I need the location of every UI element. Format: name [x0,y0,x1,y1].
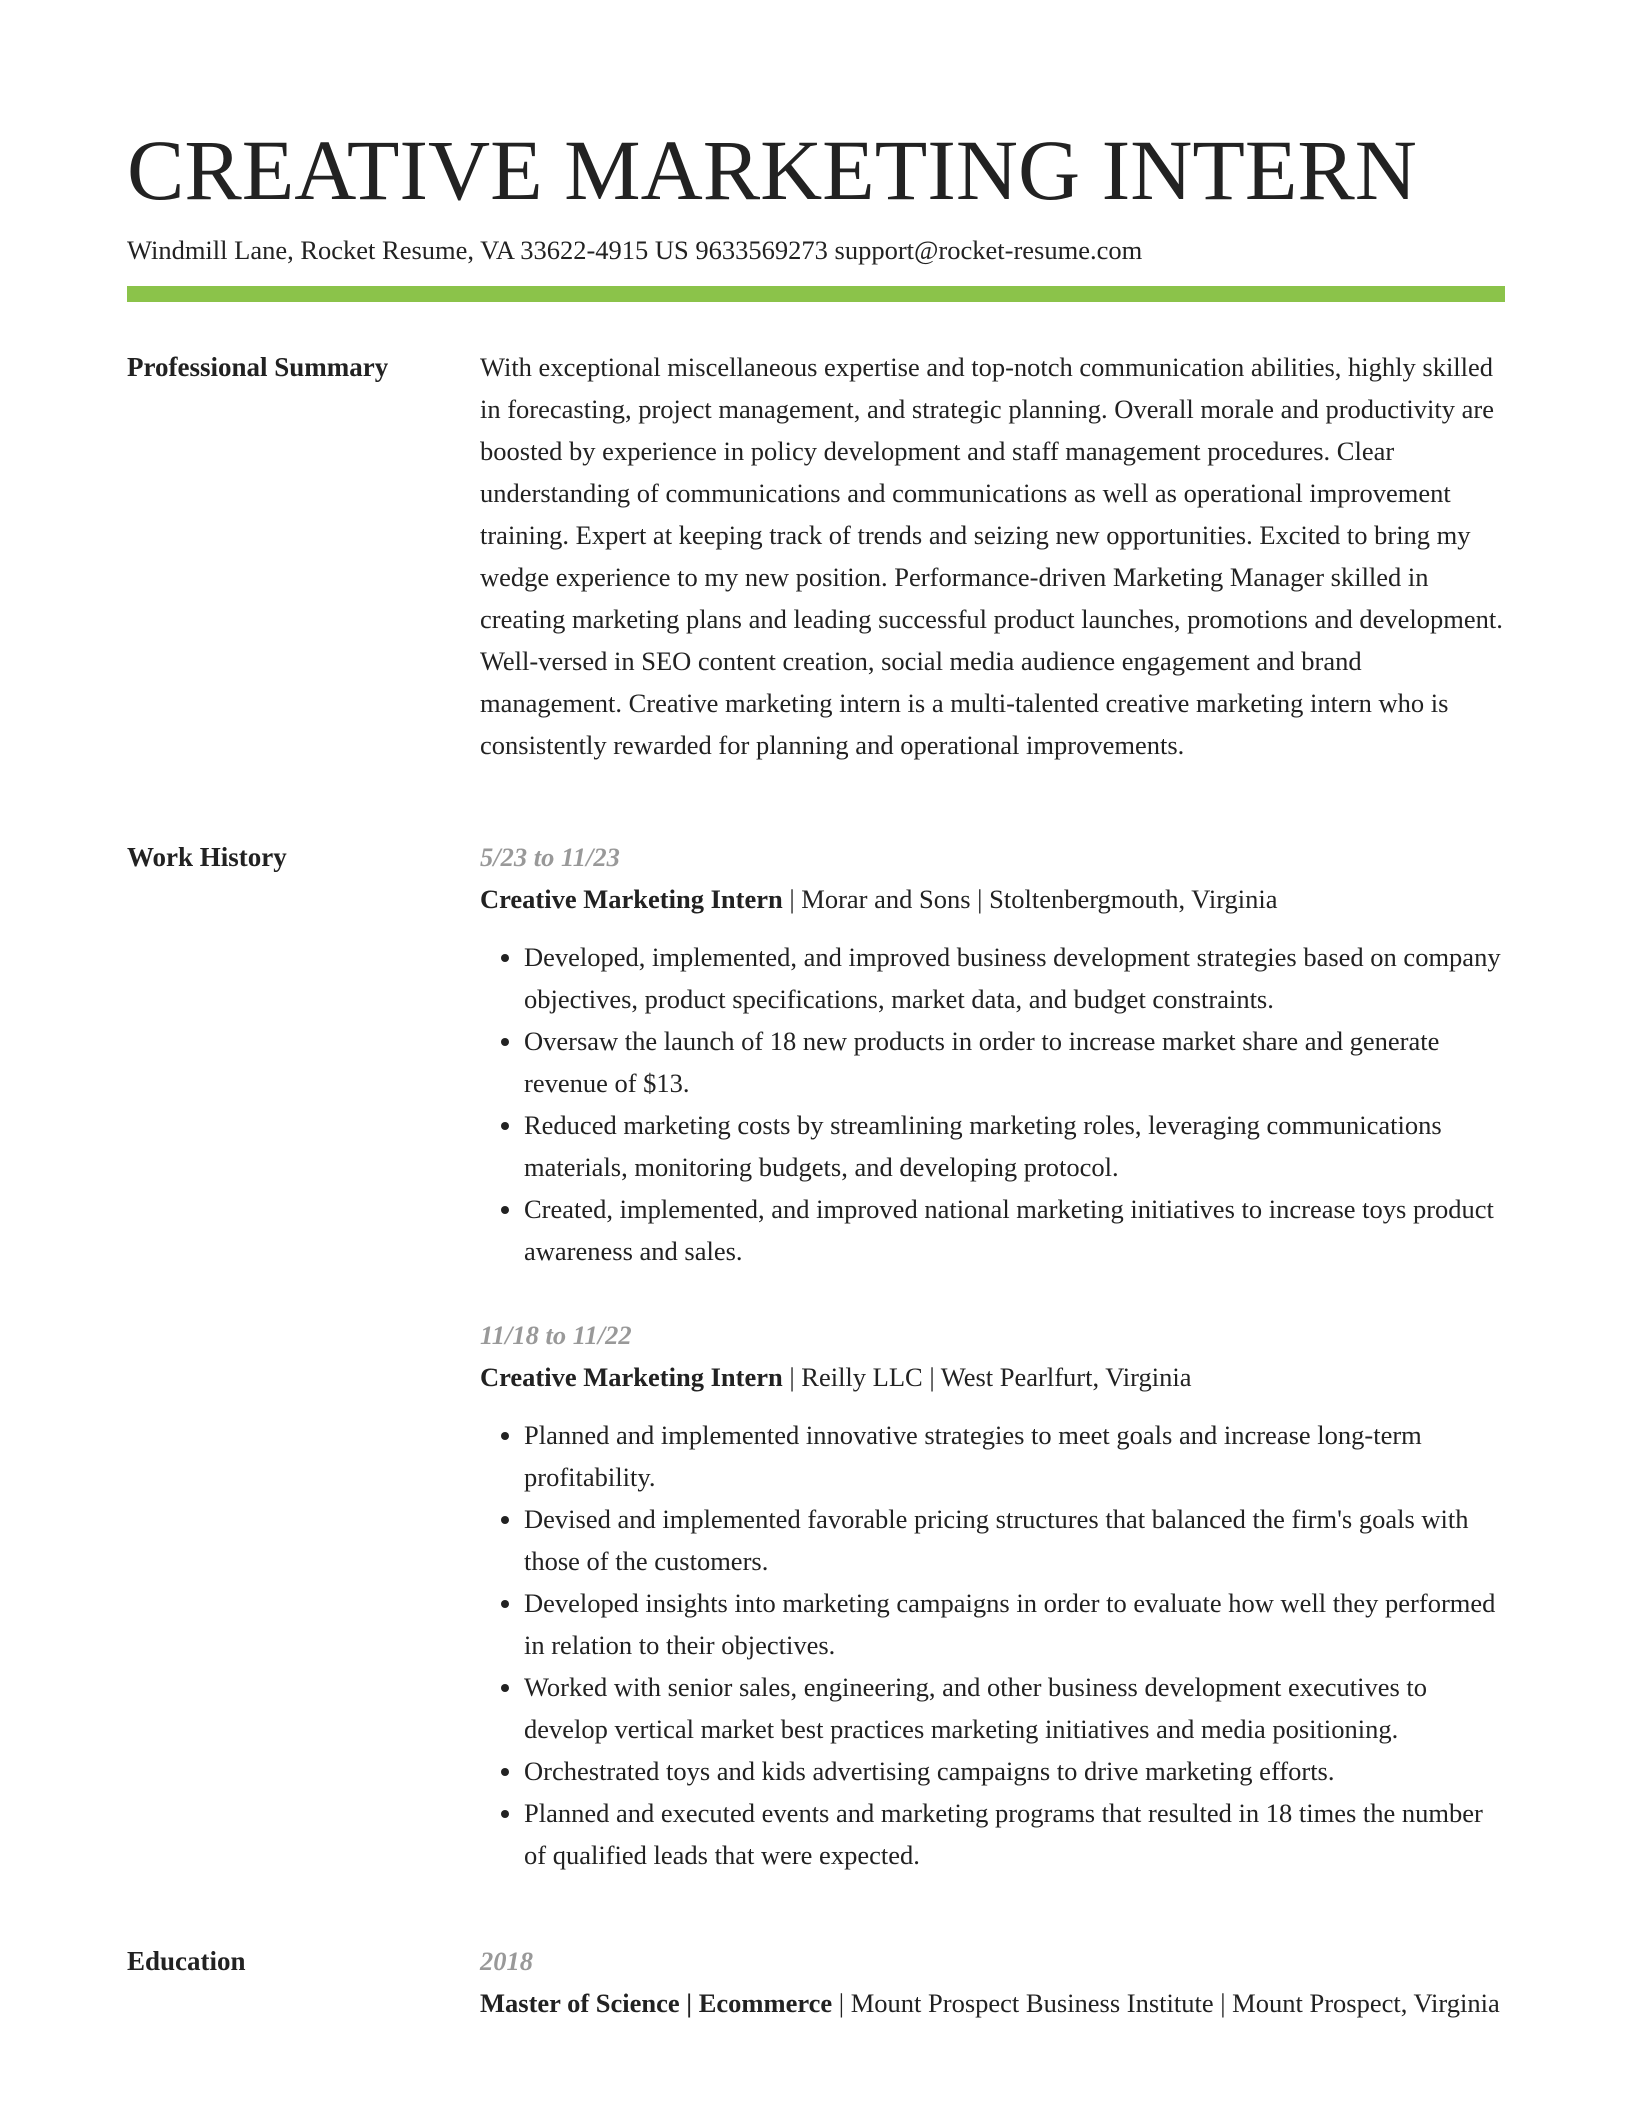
summary-body [480,346,1505,766]
header-divider [127,286,1505,302]
job-bullet: • Planned and implemented innovative strategies to meet goals and increase long-term profitability. [524,1414,1505,1498]
education-title: Education [127,1946,246,1976]
education-year: 2018 [480,1946,533,1976]
contact-line: Windmill Lane, Rocket Resume, VA 33622-4915 US 9633569273 support@rocket-resume.com [127,235,1143,265]
job-bullet: • Worked with senior sales, engineering, and other business development executives to develop vertical market best practices marketing initiatives and media positioning. [524,1666,1505,1750]
education-body [480,1940,1505,2024]
job-details: | Morar and Sons | Stoltenbergmouth, Virginia [782,884,1278,914]
resume-name: CREATIVE MARKETING INTERN [127,122,1417,218]
job-details: | Reilly LLC | West Pearlfurt, Virginia [782,1362,1192,1392]
job-heading [480,878,1505,920]
summary-text: With exceptional miscellaneous expertise and top-notch communication abilities, highly skilled in forecasting, project management, and strategic planning. Overall morale and productivity are boosted by experience in policy development and staff management procedures. Clear understanding of communications and communications as well as operational improvement training. Expert at keeping track of trends and seizing new opportunities. Excited to bring my wedge experience to my new position. Performance-driven Marketing Manager skilled in creating marketing plans and leading successful product launches, promotions and development. Well-versed in SEO content creation, social media audience engagement and brand management. Creative marketing intern is a multi-talented creative marketing intern who is consistently rewarded for planning and operational improvements. [480,352,1503,760]
job-entry [480,836,1505,1272]
job-heading [480,1356,1505,1398]
job-bullet: • Devised and implemented favorable pricing structures that balanced the firm's goals with those of the customers. [524,1498,1505,1582]
job-bullet: • Orchestrated toys and kids advertising campaigns to drive marketing efforts. [524,1750,1505,1792]
job-bullet: • Created, implemented, and improved national marketing initiatives to increase toys product awareness and sales. [524,1188,1505,1272]
education-heading [480,1982,1505,2024]
job-bullets [480,1414,1505,1876]
education-details: | Mount Prospect Business Institute | Mount Prospect, Virginia [832,1988,1500,2018]
job-bullet: • Oversaw the launch of 18 new products in order to increase market share and generate revenue of $13. [524,1020,1505,1104]
job-dates: 11/18 to 11/22 [480,1320,632,1350]
education-degree: Master of Science | Ecommerce [480,1988,833,2018]
job-bullet: • Developed insights into marketing campaigns in order to evaluate how well they performed in relation to their objectives. [524,1582,1505,1666]
work-history-title: Work History [127,842,287,872]
job-bullet: • Reduced marketing costs by streamlining marketing roles, leveraging communications materials, monitoring budgets, and developing protocol. [524,1104,1505,1188]
summary-title: Professional Summary [127,352,389,382]
work-history-body [480,836,1505,1876]
job-role: Creative Marketing Intern [480,884,783,914]
job-bullets [480,936,1505,1272]
job-bullet: • Planned and executed events and marketing programs that resulted in 18 times the number of qualified leads that were expected. [524,1792,1505,1876]
job-bullet: • Developed, implemented, and improved business development strategies based on company objectives, product specifications, market data, and budget constraints. [524,936,1505,1020]
job-dates: 5/23 to 11/23 [480,842,620,872]
job-entry [480,1314,1505,1876]
job-role: Creative Marketing Intern [480,1362,783,1392]
